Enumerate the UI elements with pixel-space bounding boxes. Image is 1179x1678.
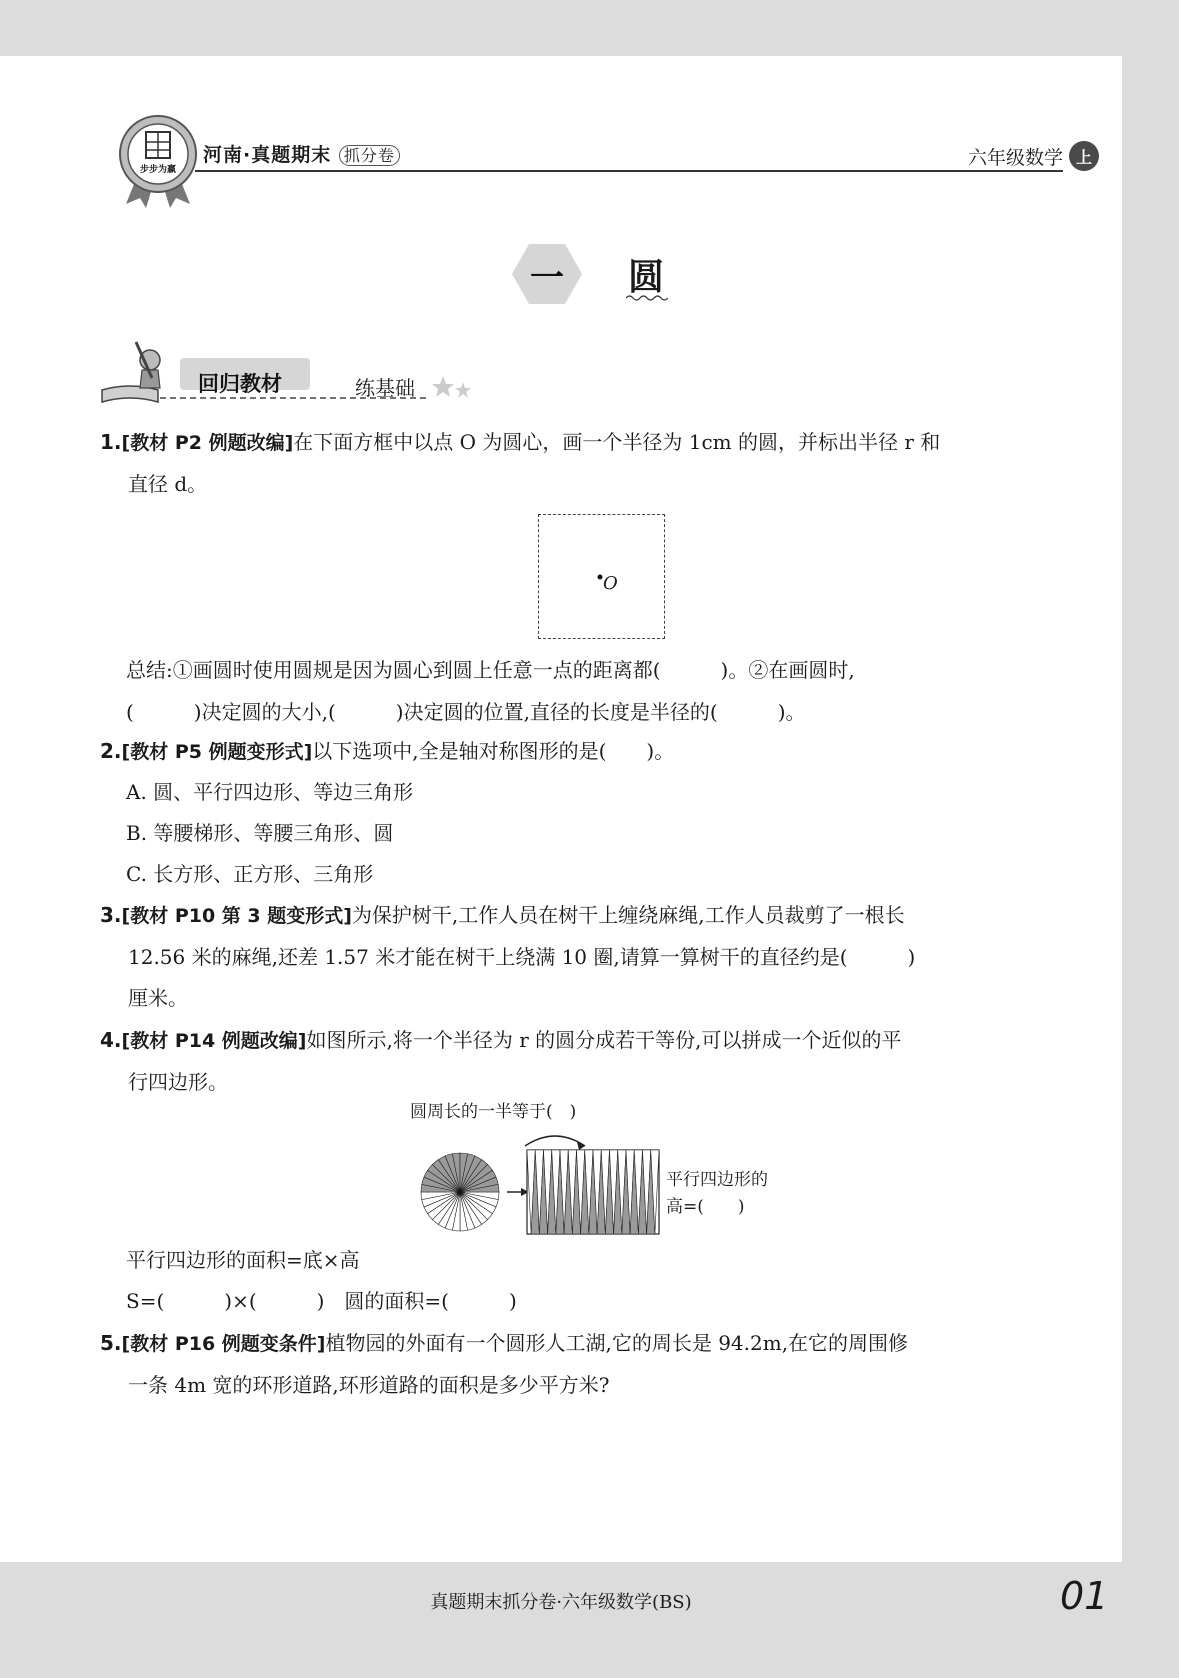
footer-text: 真题期末抓分卷·六年级数学(BS) <box>430 1592 692 1613</box>
volume-badge: 上 <box>1069 141 1099 171</box>
summary-line-2: ( )决定圆的大小,( )决定圆的位置,直径的长度是半径的( )。 <box>126 700 806 724</box>
center-point-icon <box>539 515 663 637</box>
question-1 <box>100 422 1080 505</box>
question-text: 以下选项中,全是轴对称图形的是( )。 <box>312 739 675 763</box>
formula-line-2: S=( )×( ) 圆的面积=( ) <box>126 1289 517 1313</box>
question-number: 1. <box>100 430 122 454</box>
question-4 <box>100 1020 1080 1103</box>
question-text-cont: 行四边形。 <box>128 1070 228 1094</box>
chapter-number: 一 <box>530 257 564 298</box>
question-number: 5. <box>100 1331 122 1355</box>
option-a: A. 圆、平行四边形、等边三角形 <box>126 780 414 804</box>
circle-center <box>458 1190 462 1194</box>
question-source: [教材 P16 例题变条件] <box>121 1333 326 1355</box>
question-text: 在下面方框中以点 O 为圆心，画一个半径为 1cm 的圆，并标出半径 r 和 <box>293 430 941 454</box>
question-text-cont: 一条 4m 宽的环形道路,环形道路的面积是多少平方米? <box>128 1373 610 1397</box>
question-source: [教材 P5 例题变形式] <box>121 741 313 763</box>
question-number: 4. <box>100 1028 122 1052</box>
section-subtitle: 练基础 <box>355 376 415 400</box>
question-source: [教材 P2 例题改编] <box>121 432 294 454</box>
option-c: C. 长方形、正方形、三角形 <box>126 862 374 886</box>
question-text-cont: 直径 d。 <box>128 472 208 496</box>
question-number: 3. <box>100 903 122 927</box>
figure-right-label-2: 高=( ) <box>666 1197 745 1217</box>
section-banner-icon <box>100 338 500 418</box>
question-source: [教材 P10 第 3 题变形式] <box>121 905 352 927</box>
question-source: [教材 P14 例题改编] <box>121 1030 307 1052</box>
formula-line-1: 平行四边形的面积=底×高 <box>126 1248 360 1272</box>
summary-line-1: 总结:①画圆时使用圆规是因为圆心到圆上任意一点的距离都( )。②在画圆时, <box>126 658 855 682</box>
figure-top-label: 圆周长的一半等于( ) <box>410 1102 577 1122</box>
grade-subject: 六年级数学 上 <box>968 141 1099 171</box>
parallelogram-strips <box>527 1150 659 1234</box>
question-text: 植物园的外面有一个圆形人工湖,它的周长是 94.2m,在它的周围修 <box>325 1331 909 1355</box>
question-text: 为保护树干,工作人员在树干上缠绕麻绳,工作人员裁剪了一根长 <box>351 903 905 927</box>
wave-underline-icon <box>626 294 668 302</box>
circle-to-parallelogram-figure <box>415 1120 665 1235</box>
question-text-cont: 12.56 米的麻绳,还差 1.57 米才能在树干上绕满 10 圈,请算一算树干的直径约是( ) <box>128 945 916 969</box>
question-text-cont: 厘米。 <box>128 986 188 1010</box>
chapter-title: 圆 <box>628 257 665 298</box>
question-number: 2. <box>100 739 122 763</box>
series-badge: 抓分卷 <box>339 145 400 166</box>
circle-sectors <box>421 1153 499 1231</box>
question-2 <box>100 731 1080 773</box>
svg-text:步步为赢: 步步为赢 <box>139 165 177 175</box>
drawing-box[interactable] <box>538 514 665 639</box>
section-label: 回归教材 <box>198 372 282 396</box>
point-label: O <box>603 573 618 594</box>
question-3 <box>100 895 1080 1019</box>
page-number: 01 <box>1060 1574 1109 1618</box>
question-5 <box>100 1323 1080 1406</box>
medal-logo-icon <box>110 112 206 208</box>
option-b: B. 等腰梯形、等腰三角形、圆 <box>126 821 394 845</box>
header-rule <box>195 170 1063 172</box>
figure-right-label-1: 平行四边形的 <box>666 1170 768 1190</box>
series-title: 河南·真题期末 抓分卷 <box>203 140 400 167</box>
question-text: 如图所示,将一个半径为 r 的圆分成若干等份,可以拼成一个近似的平 <box>306 1028 902 1052</box>
